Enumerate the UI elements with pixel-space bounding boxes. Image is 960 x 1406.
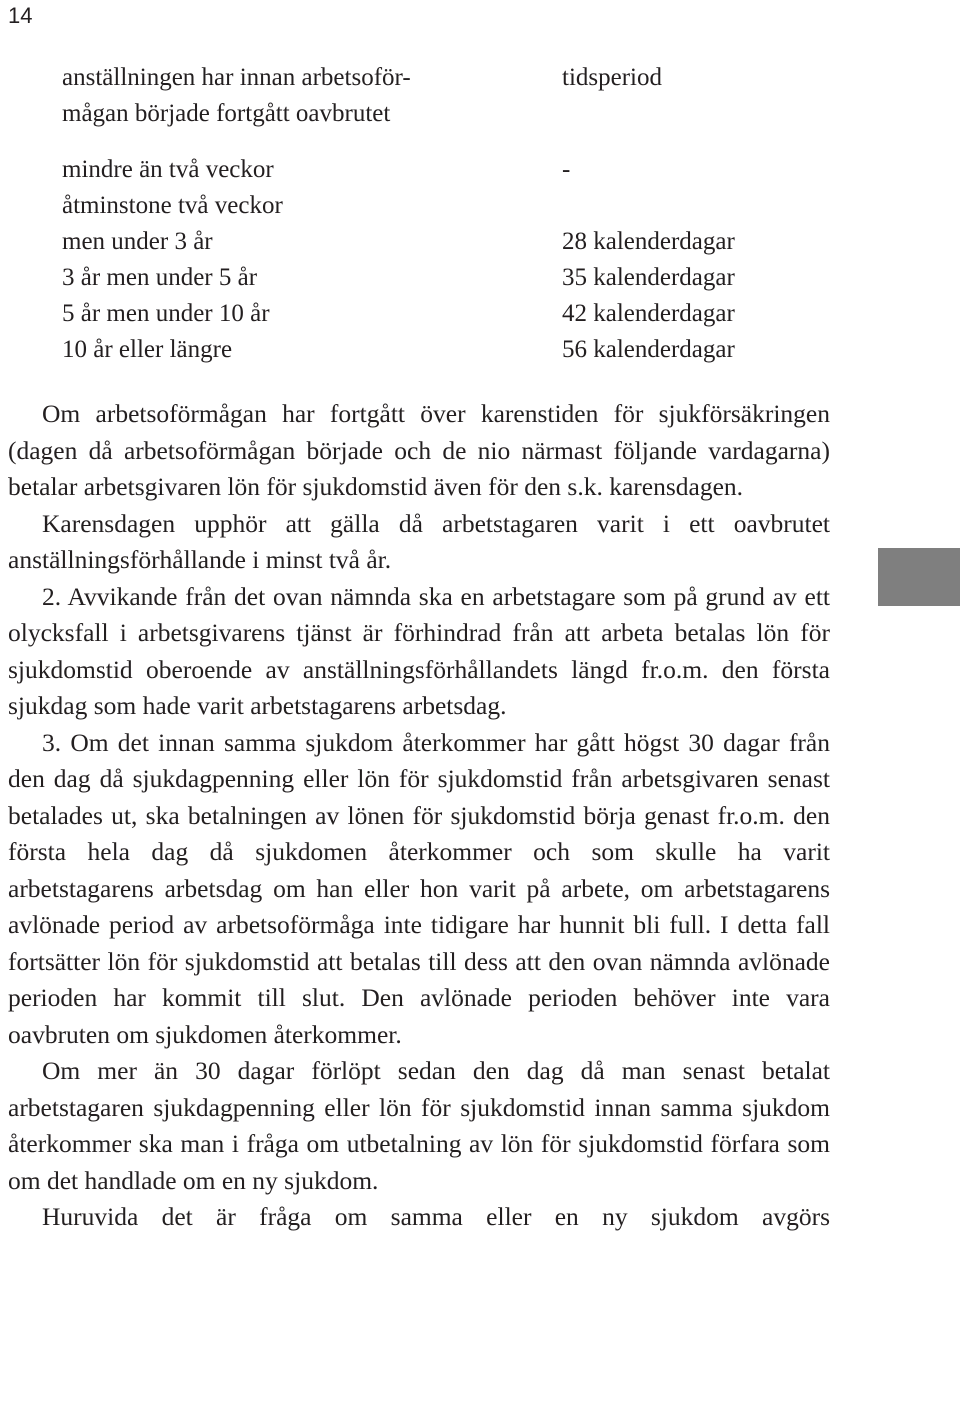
table-row-label: åtminstone två veckor [62,192,283,219]
table-header-right-spacer [562,96,735,132]
paragraph: 3. Om det innan samma sjukdom återkommer har gått högst 30 dagar från den dag då sjukdagpenning eller lön för sjukdomstid från arbetsgivaren senast betalades ut, ska betalningen av lönen för sjukdomstid börja genast fr.o.m. den första hela dag då sjukdomen återkommer och som skulle ha varit arbetstagarens arbetsdag om han eller hon varit på arbete, om arbetstagarens avlönade period av arbetsoförmåga inte tidigare har hunnit bli full. I detta fall fortsätter lön för sjukdomstid att betalas till dess att den ovan nämnda avlönade perioden har kommit till slut. Den avlönade perioden behöver inte vara oavbruten om sjukdomen återkommer. [8,727,830,1049]
table-row-value: 28 kalenderdagar [562,228,735,255]
table-header-right: tidsperiod [562,64,662,91]
table-header-left-line-1: anställningen har innan arbetsoför- [62,64,411,91]
table-row-label: 10 år eller längre [62,336,233,363]
table-row-value [562,188,735,224]
table-gap [562,132,735,152]
table-row-value: 56 kalenderdagar [562,336,735,363]
page-number: 14 [8,3,33,28]
paragraph: Om arbetsoförmågan har fortgått över karenstiden för sjukförsäkringen (dagen då arbetsoförmågan började och de nio närmast följande vardagarna) betalar arbetsgivaren lön för sjukdomstid även för den s.k. karensdagen. [8,399,830,501]
table-left-column [62,60,411,368]
table-row-label: men under 3 år [62,228,213,255]
table-row-label: mindre än två veckor [62,156,274,183]
table-row-label: 3 år men under 5 år [62,264,258,291]
table-gap [62,132,411,152]
table-row-label: 5 år men under 10 år [62,300,270,327]
paragraph: 2. Avvikande från det ovan nämnda ska en arbetstagare som på grund av ett olycksfall i arbetsgivarens tjänst är förhindrad från att arbeta betalas lön för sjukdomstid oberoende av anställningsförhållandets längd fr.o.m. den första sjukdag som hade varit arbetstagarens arbetsdag. [8,581,830,720]
paragraph: Om mer än 30 dagar förlöpt sedan den dag då man senast betalat arbetstagaren sjukdagpenning eller lön för sjukdomstid innan samma sjukdom återkommer ska man i fråga om utbetalning av lön för sjukdomstid förfara som om det handlade om en ny sjukdom. [8,1056,830,1195]
table-row-value: 35 kalenderdagar [562,264,735,291]
section-thumb-marker [878,548,960,606]
table-row-value: - [562,156,571,183]
table-right-column [562,60,735,368]
table-row-value: 42 kalenderdagar [562,300,735,327]
paragraph: Karensdagen upphör att gälla då arbetstagaren varit i ett oavbrutet anställningsförhållande i minst två år. [8,508,830,574]
body-text [8,396,830,1236]
table-header-left-line-2: mågan började fortgått oavbrutet [62,100,391,127]
paragraph: Huruvida det är fråga om samma eller en ny sjukdom avgörs [42,1202,830,1231]
